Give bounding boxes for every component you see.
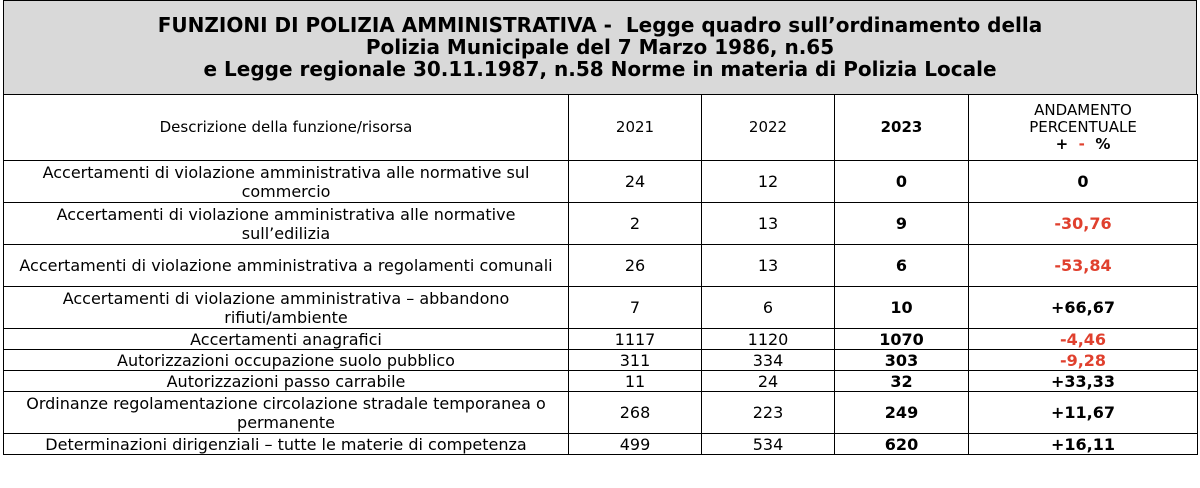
- title-line-3: e Legge regionale 30.11.1987, n.58 Norme in materia di Polizia Locale: [203, 57, 997, 81]
- document: [3, 0, 1197, 455]
- table-row: [4, 287, 1198, 329]
- row-percent-trend: -53,84: [969, 245, 1198, 287]
- row-value-2023: 6: [835, 245, 969, 287]
- row-percent-trend: -9,28: [969, 350, 1198, 371]
- row-value-2023: 1070: [835, 329, 969, 350]
- header-description: Descrizione della funzione/risorsa: [4, 95, 569, 161]
- row-description: Ordinanze regolamentazione circolazione stradale temporanea o permanente: [4, 392, 569, 434]
- row-description: Accertamenti di violazione amministrativa alle normative sull’edilizia: [4, 203, 569, 245]
- row-value-2022: 13: [702, 203, 835, 245]
- row-value-2023: 303: [835, 350, 969, 371]
- row-description: Autorizzazioni occupazione suolo pubblico: [4, 350, 569, 371]
- row-value-2021: 24: [569, 161, 702, 203]
- header-pct-line-1: ANDAMENTO: [1034, 101, 1132, 119]
- row-percent-trend: -4,46: [969, 329, 1198, 350]
- row-value-2021: 499: [569, 434, 702, 455]
- header-2022: 2022: [702, 95, 835, 161]
- row-value-2023: 0: [835, 161, 969, 203]
- row-percent-trend: +16,11: [969, 434, 1198, 455]
- row-value-2023: 9: [835, 203, 969, 245]
- row-percent-trend: +66,67: [969, 287, 1198, 329]
- row-description: Accertamenti di violazione amministrativa a regolamenti comunali: [4, 245, 569, 287]
- table-row: [4, 392, 1198, 434]
- header-pct-percent: %: [1095, 135, 1111, 153]
- table-header-row: [4, 95, 1198, 161]
- row-percent-trend: 0: [969, 161, 1198, 203]
- document-title: [3, 0, 1197, 94]
- title-line-1-sub: Legge quadro sull’ordinamento della: [625, 13, 1043, 37]
- header-pct-minus: -: [1078, 135, 1085, 153]
- row-percent-trend: +33,33: [969, 371, 1198, 392]
- row-value-2023: 10: [835, 287, 969, 329]
- row-description: Accertamenti anagrafici: [4, 329, 569, 350]
- table-row: [4, 350, 1198, 371]
- header-pct-signs: [975, 136, 1191, 153]
- row-value-2021: 2: [569, 203, 702, 245]
- row-value-2022: 223: [702, 392, 835, 434]
- row-value-2022: 13: [702, 245, 835, 287]
- row-description: Accertamenti di violazione amministrativa alle normative sul commercio: [4, 161, 569, 203]
- row-value-2021: 7: [569, 287, 702, 329]
- header-2023: 2023: [835, 95, 969, 161]
- header-percent-trend: [969, 95, 1198, 161]
- table-row: [4, 434, 1198, 455]
- header-pct-plus: +: [1055, 135, 1069, 153]
- title-line-2: Polizia Municipale del 7 Marzo 1986, n.65: [365, 35, 835, 59]
- title-line-1-main: FUNZIONI DI POLIZIA AMMINISTRATIVA -: [157, 13, 612, 37]
- row-value-2021: 311: [569, 350, 702, 371]
- row-value-2022: 6: [702, 287, 835, 329]
- row-value-2023: 620: [835, 434, 969, 455]
- row-description: Accertamenti di violazione amministrativa – abbandono rifiuti/ambiente: [4, 287, 569, 329]
- table-row: [4, 161, 1198, 203]
- row-percent-trend: -30,76: [969, 203, 1198, 245]
- row-value-2023: 32: [835, 371, 969, 392]
- row-value-2021: 11: [569, 371, 702, 392]
- row-value-2021: 268: [569, 392, 702, 434]
- row-value-2021: 1117: [569, 329, 702, 350]
- statistics-table: [3, 94, 1198, 455]
- table-row: [4, 371, 1198, 392]
- table-row: [4, 245, 1198, 287]
- row-value-2022: 1120: [702, 329, 835, 350]
- row-value-2023: 249: [835, 392, 969, 434]
- row-value-2022: 12: [702, 161, 835, 203]
- header-2021: 2021: [569, 95, 702, 161]
- row-description: Determinazioni dirigenziali – tutte le materie di competenza: [4, 434, 569, 455]
- row-value-2022: 24: [702, 371, 835, 392]
- row-percent-trend: +11,67: [969, 392, 1198, 434]
- header-pct-line-2: PERCENTUALE: [1029, 118, 1137, 136]
- row-value-2022: 334: [702, 350, 835, 371]
- row-description: Autorizzazioni passo carrabile: [4, 371, 569, 392]
- table-row: [4, 329, 1198, 350]
- row-value-2021: 26: [569, 245, 702, 287]
- row-value-2022: 534: [702, 434, 835, 455]
- table-row: [4, 203, 1198, 245]
